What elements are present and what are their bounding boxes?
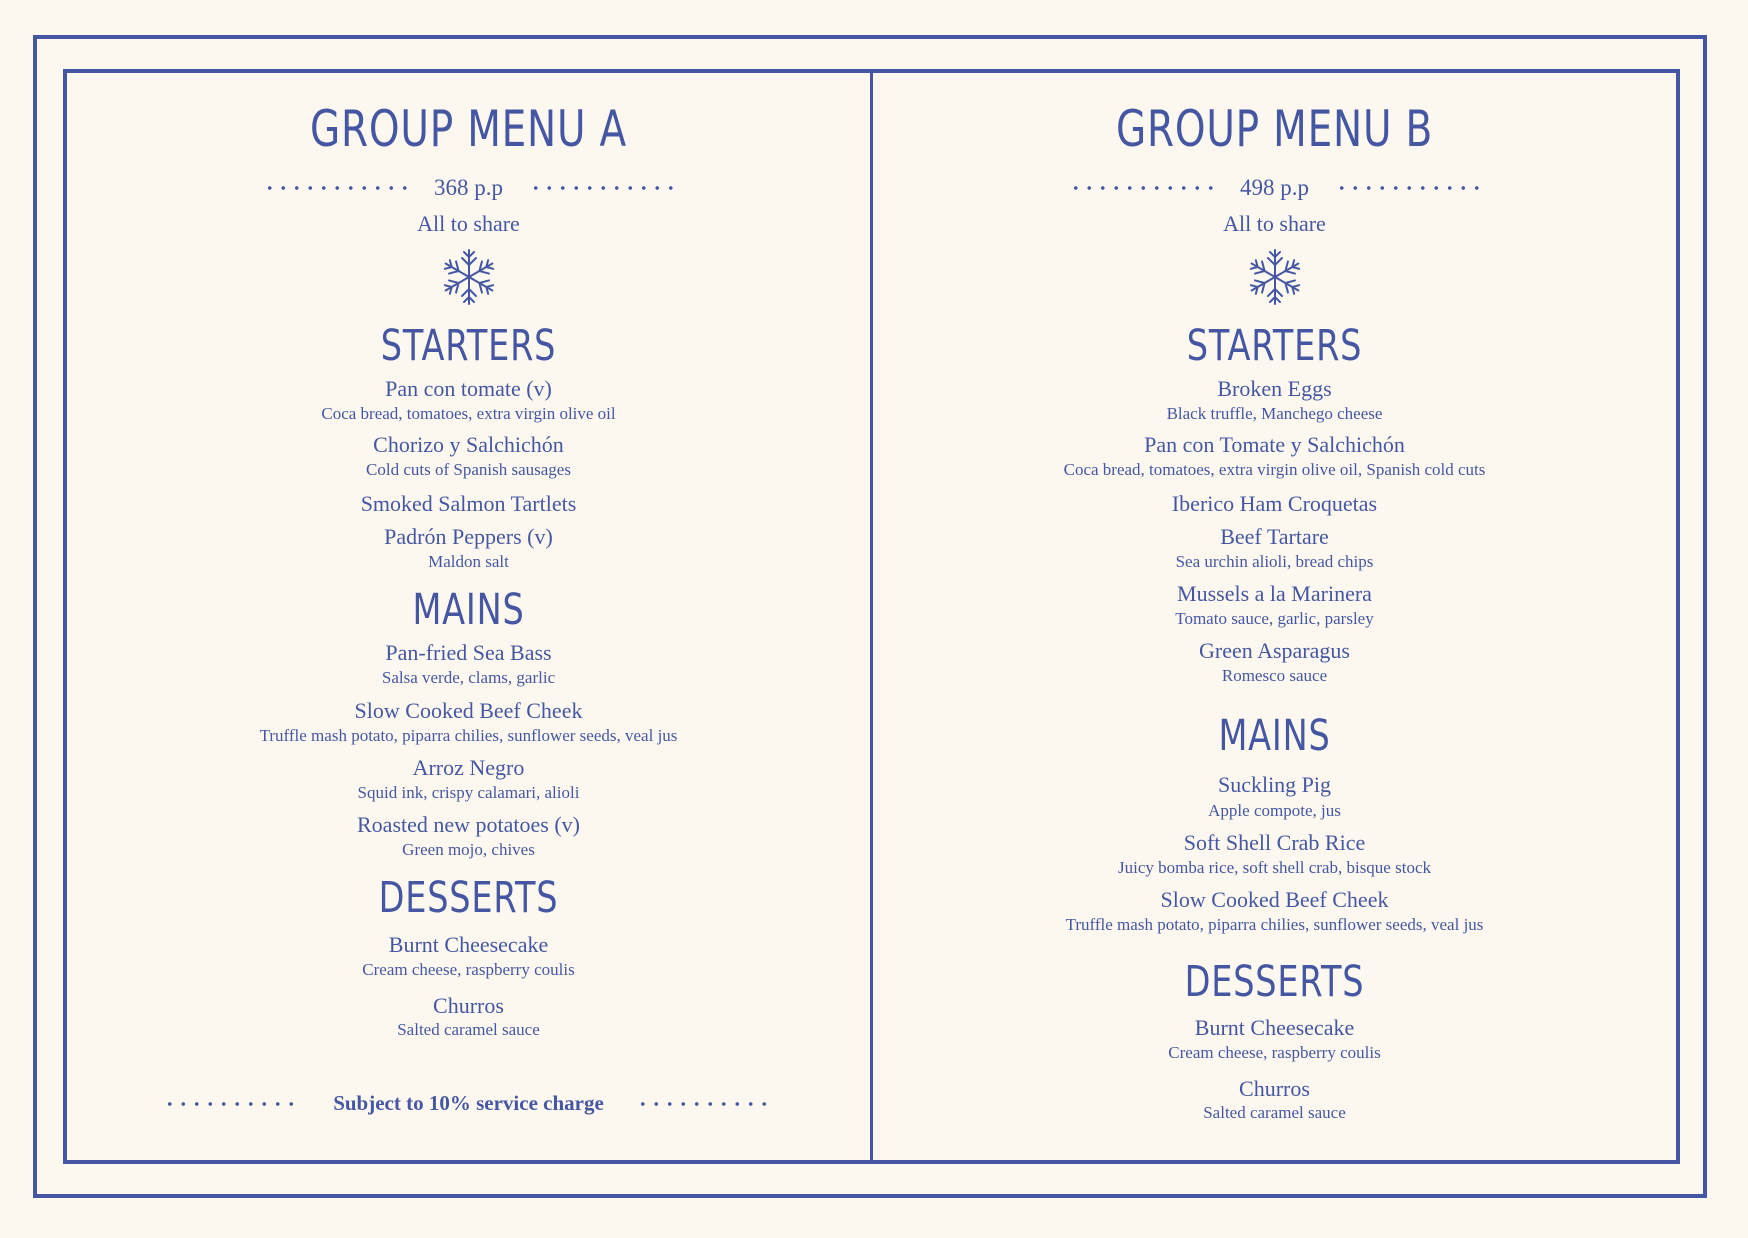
menu-item-desc: Sea urchin alioli, bread chips [1175, 552, 1374, 571]
menu-item-desc: Maldon salt [428, 552, 509, 571]
menu-item-name: Arroz Negro [412, 755, 525, 780]
menu-item-desc: Coca bread, tomatoes, extra virgin olive oil [321, 404, 616, 423]
menu-item-name: Suckling Pig [1217, 772, 1332, 797]
menu-item-desc: Juicy bomba rice, soft shell crab, bisque stock [1117, 858, 1431, 877]
dotted-rule [529, 186, 674, 190]
menu-a-subtitle: All to share [417, 211, 520, 236]
menu-item-name: Broken Eggs [1217, 376, 1332, 401]
service-charge-note: Subject to 10% service charge [333, 1091, 604, 1115]
menu-a-price: 368 p.p [434, 175, 503, 200]
menu-item-desc: Romesco sauce [1221, 666, 1328, 685]
menu-item-desc: Cream cheese, raspberry coulis [1168, 1043, 1381, 1062]
menu-item-desc: Salted caramel sauce [397, 1020, 540, 1039]
menu-a-price-row [67, 176, 870, 199]
menu-a-panel [67, 0, 870, 1238]
menu-item-desc: Salted caramel sauce [1203, 1103, 1346, 1122]
dotted-rule [636, 1102, 774, 1106]
menu-item-name: Soft Shell Crab Rice [1183, 830, 1366, 855]
dotted-rule [163, 1102, 301, 1106]
menu-item-name: Padrón Peppers (v) [384, 524, 553, 549]
menu-item-name: Roasted new potatoes (v) [357, 812, 580, 837]
menu-item-desc: Apple compote, jus [1208, 801, 1341, 820]
section-title-desserts: DESSERTS [378, 873, 559, 923]
menu-item-name: Slow Cooked Beef Cheek [354, 698, 583, 723]
menu-item-desc: Cold cuts of Spanish sausages [366, 460, 571, 479]
menu-item-name: Pan con Tomate y Salchichón [1144, 432, 1405, 457]
menu-item-name: Chorizo y Salchichón [373, 432, 564, 457]
menu-item-name: Mussels a la Marinera [1177, 581, 1372, 606]
menu-item-desc: Green mojo, chives [402, 840, 535, 859]
menu-item-name: Burnt Cheesecake [1194, 1015, 1355, 1040]
menu-item-name: Green Asparagus [1199, 638, 1350, 663]
dotted-rule [1069, 186, 1214, 190]
menu-item-name: Iberico Ham Croquetas [1171, 491, 1378, 516]
menu-item-desc: Truffle mash potato, piparra chilies, sunflower seeds, veal jus [259, 726, 678, 745]
menu-item-desc: Tomato sauce, garlic, parsley [1175, 609, 1374, 628]
service-charge-row [67, 1093, 870, 1114]
menu-item-name: Pan-fried Sea Bass [385, 640, 552, 665]
section-title-mains: MAINS [412, 585, 525, 635]
snowflake-icon [439, 247, 499, 307]
section-title-starters: STARTERS [380, 321, 557, 371]
menu-b-price: 498 p.p [1240, 175, 1309, 200]
menu-item-desc: Black truffle, Manchego cheese [1166, 404, 1383, 423]
section-title-starters: STARTERS [1186, 321, 1363, 371]
menu-item-name: Burnt Cheesecake [388, 932, 549, 957]
dotted-rule [263, 186, 408, 190]
section-title-mains: MAINS [1218, 711, 1331, 761]
snowflake-icon [1245, 247, 1305, 307]
menu-item-desc: Salsa verde, clams, garlic [381, 668, 556, 687]
menu-item-name: Beef Tartare [1220, 524, 1329, 549]
menu-b-title: GROUP MENU B [1115, 100, 1433, 158]
menu-item-desc: Squid ink, crispy calamari, alioli [357, 783, 580, 802]
menu-item-name: Smoked Salmon Tartlets [360, 491, 577, 516]
menu-item-desc: Truffle mash potato, piparra chilies, sunflower seeds, veal jus [1065, 915, 1484, 934]
dotted-rule [1335, 186, 1480, 190]
menu-item-desc: Coca bread, tomatoes, extra virgin olive oil, Spanish cold cuts [1063, 460, 1486, 479]
menu-b-price-row [873, 176, 1676, 199]
menu-a-title: GROUP MENU A [310, 100, 627, 158]
menu-b-panel [873, 0, 1676, 1238]
menu-item-name: Slow Cooked Beef Cheek [1160, 887, 1389, 912]
menu-item-name: Pan con tomate (v) [385, 376, 552, 401]
menu-item-name: Churros [1239, 1076, 1310, 1101]
menu-item-desc: Cream cheese, raspberry coulis [362, 960, 575, 979]
section-title-desserts: DESSERTS [1184, 957, 1365, 1007]
menu-b-subtitle: All to share [1223, 211, 1326, 236]
menu-item-name: Churros [433, 993, 504, 1018]
